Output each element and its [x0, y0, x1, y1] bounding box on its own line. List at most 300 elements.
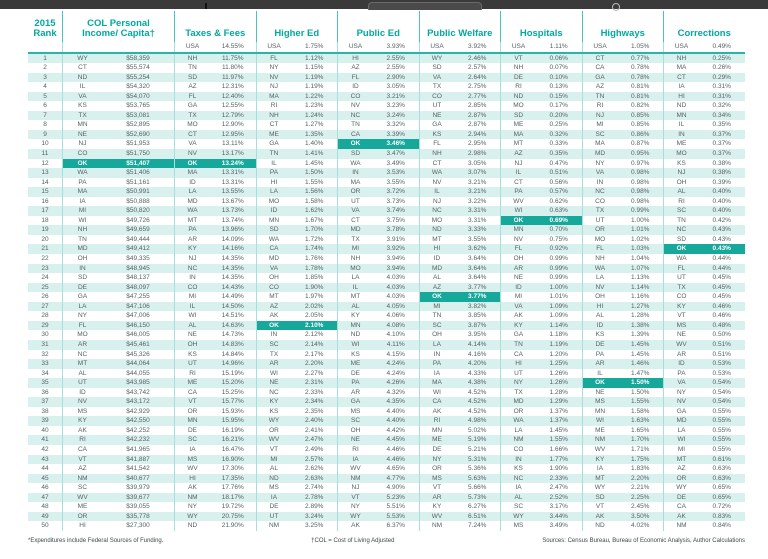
state-cell: NJ: [419, 197, 455, 207]
state-cell: IN: [62, 264, 102, 274]
state-cell: NC: [419, 206, 455, 216]
value-cell: 1.55%: [549, 436, 568, 444]
value-cell: 4.24%: [386, 360, 405, 368]
table-row: [28, 302, 745, 312]
table-row: [28, 264, 745, 274]
value-cell: 2.89%: [305, 503, 324, 511]
value-cell: 2.63%: [305, 474, 324, 482]
rank-cell: 3: [43, 73, 47, 81]
value-cell: 1.58%: [631, 407, 650, 415]
state-cell: AR: [419, 493, 455, 503]
value-cell: 0.61%: [712, 455, 731, 463]
state-cell: WY: [419, 54, 455, 64]
state-cell: ND: [663, 101, 699, 111]
state-cell: MA: [500, 130, 536, 140]
value-cell: 1.90%: [305, 283, 324, 291]
value-cell: 0.83%: [712, 512, 731, 520]
state-cell: TN: [663, 216, 699, 226]
state-cell: UT: [500, 369, 536, 379]
value-cell: 1.05%: [631, 43, 650, 50]
state-cell: MA: [337, 178, 373, 188]
value-cell: 0.85%: [631, 121, 650, 129]
state-cell: WI: [419, 388, 455, 398]
state-cell: IL: [174, 302, 210, 312]
column-header-higher-ed: Higher Ed: [256, 11, 338, 42]
state-cell: OR: [174, 407, 210, 417]
value-cell: $43,742: [126, 388, 150, 396]
state-cell: CA: [582, 63, 618, 73]
value-cell: 1.04%: [631, 255, 650, 263]
value-cell: 0.26%: [712, 64, 731, 72]
rank-cell: 31: [41, 340, 49, 348]
state-cell: WY: [256, 416, 292, 426]
state-cell: NH: [582, 254, 618, 264]
table-row: [28, 407, 745, 417]
value-cell: 3.50%: [631, 512, 650, 520]
state-cell: PA: [256, 168, 292, 178]
value-cell: 1.70%: [305, 226, 324, 234]
state-cell: CO: [500, 445, 536, 455]
state-cell: CT: [500, 178, 536, 188]
state-cell: MO: [663, 149, 699, 159]
state-cell: LA: [337, 273, 373, 283]
state-cell: MN: [174, 416, 210, 426]
state-cell: OH: [500, 254, 536, 264]
value-cell: 2.57%: [468, 64, 487, 72]
value-cell: 3.31%: [468, 207, 487, 215]
state-cell: NJ: [500, 159, 536, 169]
value-cell: [102, 42, 174, 52]
table-row: [28, 273, 745, 283]
value-cell: 5.51%: [386, 503, 405, 511]
state-cell: WI: [174, 311, 210, 321]
value-cell: 19.72%: [221, 503, 244, 511]
state-cell: MS: [256, 483, 292, 493]
state-cell: DE: [62, 283, 102, 293]
value-cell: 0.37%: [712, 140, 731, 148]
state-cell: IL: [419, 187, 455, 197]
value-cell: 1.40%: [305, 140, 324, 148]
state-cell: RI: [419, 416, 455, 426]
value-cell: 1.18%: [549, 331, 568, 339]
state-cell: AR: [582, 359, 618, 369]
value-cell: $49,444: [126, 235, 150, 243]
state-cell: SC: [256, 340, 292, 350]
value-cell: 1.63%: [631, 417, 650, 425]
state-cell: GA: [174, 101, 210, 111]
state-cell: NV: [62, 397, 102, 407]
value-cell: 0.63%: [712, 474, 731, 482]
value-cell: 3.25%: [305, 522, 324, 530]
value-cell: 0.13%: [549, 83, 568, 91]
state-cell: RI: [582, 101, 618, 111]
table-row: [28, 445, 745, 455]
value-cell: 0.55%: [712, 445, 731, 453]
rank-cell: 38: [41, 407, 49, 415]
state-cell: MN: [419, 426, 455, 436]
value-cell: 3.73%: [386, 197, 405, 205]
value-cell: 5.21%: [468, 445, 487, 453]
value-cell: 4.52%: [468, 407, 487, 415]
state-cell: MT: [663, 455, 699, 465]
state-cell: AL: [256, 464, 292, 474]
state-cell: TX: [62, 111, 102, 121]
table-row: [28, 483, 745, 493]
state-cell: OR: [663, 474, 699, 484]
rank-cell: 4: [43, 83, 47, 91]
state-cell: CA: [419, 397, 455, 407]
state-cell: MS: [174, 455, 210, 465]
value-cell: 2.55%: [386, 64, 405, 72]
value-cell: 15.25%: [221, 388, 244, 396]
table-row: [28, 359, 745, 369]
value-cell: 0.98%: [631, 169, 650, 177]
value-cell: 2.10%: [292, 321, 338, 331]
value-cell: 14.51%: [221, 312, 244, 320]
rank-cell: 24: [41, 274, 49, 282]
state-cell: AL: [582, 311, 618, 321]
value-cell: 1.09%: [549, 302, 568, 310]
value-cell: 0.55%: [712, 436, 731, 444]
value-cell: 2.20%: [631, 474, 650, 482]
value-cell: 1.97%: [305, 293, 324, 301]
rank-cell: 29: [41, 321, 49, 329]
value-cell: $42,252: [126, 426, 150, 434]
value-cell: 0.87%: [631, 140, 650, 148]
value-cell: 1.35%: [305, 130, 324, 138]
state-cell: TX: [419, 82, 455, 92]
state-cell: TX: [663, 283, 699, 293]
value-cell: $51,953: [126, 140, 150, 148]
value-cell: 12.55%: [221, 102, 244, 110]
state-cell: AZ: [174, 82, 210, 92]
rank-cell: 21: [41, 245, 49, 253]
value-cell: 1.12%: [305, 54, 324, 62]
state-cell: WV: [62, 493, 102, 503]
value-cell: 4.90%: [386, 484, 405, 492]
rank-cell: 36: [41, 388, 49, 396]
value-cell: 3.82%: [468, 302, 487, 310]
state-cell: USA: [663, 42, 699, 52]
rank-cell: 18: [41, 216, 49, 224]
value-cell: 2.94%: [468, 130, 487, 138]
value-cell: 0.84%: [712, 522, 731, 530]
state-cell: CT: [582, 54, 618, 64]
value-cell: 3.24%: [305, 512, 324, 520]
rank-cell: [28, 42, 62, 52]
state-cell: WA: [62, 168, 102, 178]
state-cell: CT: [337, 216, 373, 226]
state-cell: CO: [337, 92, 373, 102]
value-cell: 3.94%: [386, 255, 405, 263]
value-cell: 0.54%: [712, 388, 731, 396]
state-cell: USA: [582, 42, 618, 52]
value-cell: 2.47%: [305, 436, 324, 444]
value-cell: 2.17%: [305, 350, 324, 358]
state-cell: WV: [663, 340, 699, 350]
state-cell: MN: [663, 111, 699, 121]
state-cell: OH: [419, 330, 455, 340]
value-cell: 4.52%: [468, 398, 487, 406]
value-cell: 3.64%: [468, 255, 487, 263]
state-cell: FL: [419, 139, 455, 149]
value-cell: $51,406: [126, 169, 150, 177]
state-cell: NV: [337, 101, 373, 111]
value-cell: $53,765: [126, 102, 150, 110]
value-cell: 0.44%: [712, 255, 731, 263]
state-cell: NY: [256, 63, 292, 73]
value-cell: 1.11%: [549, 43, 568, 50]
state-cell: MD: [582, 149, 618, 159]
value-cell: 1.01%: [549, 293, 568, 301]
state-cell: NY: [337, 502, 373, 512]
state-cell: NJ: [337, 483, 373, 493]
state-cell: OR: [582, 225, 618, 235]
value-cell: 0.32%: [549, 130, 568, 138]
state-cell: WV: [174, 464, 210, 474]
state-cell: NY: [62, 311, 102, 321]
value-cell: $43,172: [126, 398, 150, 406]
state-cell: KY: [663, 302, 699, 312]
rank-cell: 33: [41, 360, 49, 368]
state-cell: MS: [582, 397, 618, 407]
value-cell: 1.76%: [305, 255, 324, 263]
table-row: [28, 73, 745, 83]
value-cell: 14.96%: [221, 360, 244, 368]
rank-cell: 11: [41, 150, 49, 158]
state-cell: WI: [337, 340, 373, 350]
table-row: [28, 426, 745, 436]
state-cell: WA: [174, 206, 210, 216]
state-cell: MT: [337, 292, 373, 302]
state-cell: SC: [582, 130, 618, 140]
state-cell: AZ: [256, 302, 292, 312]
value-cell: $49,659: [126, 226, 150, 234]
state-cell: MI: [419, 302, 455, 312]
value-cell: 1.71%: [631, 445, 650, 453]
state-cell: FL: [174, 92, 210, 102]
state-cell: CT: [256, 120, 292, 130]
state-cell: IL: [663, 120, 699, 130]
state-cell: WV: [337, 464, 373, 474]
value-cell: 2.98%: [468, 150, 487, 158]
state-cell: ID: [337, 82, 373, 92]
state-cell: IL: [256, 159, 292, 169]
state-cell: AK: [62, 426, 102, 436]
value-cell: 2.45%: [631, 503, 650, 511]
value-cell: 4.14%: [468, 340, 487, 348]
table-row: [28, 435, 745, 445]
state-cell: IA: [62, 197, 102, 207]
state-cell: TN: [337, 120, 373, 130]
state-cell: NC: [62, 350, 102, 360]
state-cell: CA: [663, 502, 699, 512]
state-cell: VA: [174, 139, 210, 149]
table-row: [28, 54, 745, 64]
state-cell: FL: [256, 54, 292, 64]
value-cell: 0.25%: [549, 121, 568, 129]
value-cell: $55,254: [126, 73, 150, 81]
value-cell: 0.39%: [712, 178, 731, 186]
state-cell: SD: [174, 73, 210, 83]
value-cell: 1.83%: [631, 465, 650, 473]
state-cell: WA: [337, 159, 373, 169]
state-cell: VT: [419, 483, 455, 493]
rank-cell: 10: [41, 140, 49, 148]
state-cell: AL: [500, 493, 536, 503]
value-cell: 7.24%: [468, 522, 487, 530]
value-cell: 0.85%: [631, 111, 650, 119]
state-cell: KS: [663, 159, 699, 169]
state-cell: IN: [174, 273, 210, 283]
state-cell: GA: [582, 73, 618, 83]
rank-cell: 34: [41, 369, 49, 377]
value-cell: 2.87%: [468, 121, 487, 129]
value-cell: 0.63%: [712, 465, 731, 473]
table-row: [28, 101, 745, 111]
state-cell: IN: [582, 178, 618, 188]
state-cell: TN: [500, 340, 536, 350]
value-cell: 2.78%: [305, 493, 324, 501]
state-cell: AR: [337, 388, 373, 398]
state-cell: RI: [663, 197, 699, 207]
rank-cell: 2: [43, 64, 47, 72]
table-row: [28, 225, 745, 235]
value-cell: 0.65%: [712, 493, 731, 501]
state-cell: UT: [174, 359, 210, 369]
state-cell: UT: [256, 512, 292, 522]
rank-cell: 1: [43, 54, 47, 62]
state-cell: NY: [663, 388, 699, 398]
state-cell: NH: [419, 149, 455, 159]
state-cell: FL: [663, 264, 699, 274]
value-cell: 0.99%: [631, 207, 650, 215]
value-cell: 1.00%: [631, 216, 650, 224]
value-cell: 3.21%: [468, 188, 487, 196]
rank-cell: 7: [43, 111, 47, 119]
value-cell: 0.45%: [712, 283, 731, 291]
column-header-taxes-fees: Taxes & Fees: [174, 11, 256, 42]
value-cell: 2.31%: [305, 379, 324, 387]
value-cell: $47,006: [126, 312, 150, 320]
value-cell: 0.44%: [712, 264, 731, 272]
rank-cell: 16: [41, 197, 49, 205]
value-cell: 2.35%: [305, 407, 324, 415]
state-cell: NM: [337, 474, 373, 484]
value-cell: 3.77%: [455, 292, 501, 302]
value-cell: 4.38%: [468, 379, 487, 387]
state-cell: VT: [582, 502, 618, 512]
state-cell: DE: [174, 426, 210, 436]
value-cell: 2.74%: [305, 484, 324, 492]
value-cell: 1.39%: [631, 331, 650, 339]
value-cell: 3.21%: [468, 178, 487, 186]
value-cell: 12.31%: [221, 83, 244, 91]
value-cell: 13.55%: [221, 188, 244, 196]
value-cell: 15.95%: [221, 417, 244, 425]
state-cell: KY: [337, 311, 373, 321]
value-cell: $50,888: [126, 197, 150, 205]
value-cell: 1.28%: [631, 312, 650, 320]
state-cell: OK: [419, 292, 455, 302]
value-cell: $48,945: [126, 264, 150, 272]
state-cell: DE: [337, 369, 373, 379]
value-cell: 1.66%: [549, 445, 568, 453]
value-cell: $51,750: [126, 150, 150, 158]
state-cell: KY: [174, 244, 210, 254]
state-cell: TX: [582, 206, 618, 216]
state-cell: NE: [337, 435, 373, 445]
value-cell: 4.10%: [386, 331, 405, 339]
state-cell: TX: [500, 388, 536, 398]
state-cell: IL: [582, 369, 618, 379]
state-cell: NH: [337, 254, 373, 264]
rank-cell: 22: [41, 255, 49, 263]
state-cell: SC: [62, 483, 102, 493]
state-cell: CO: [663, 292, 699, 302]
value-cell: 1.50%: [631, 388, 650, 396]
state-cell: USA: [174, 42, 210, 52]
state-cell: MN: [582, 407, 618, 417]
state-cell: ND: [582, 521, 618, 531]
value-cell: $42,929: [126, 407, 150, 415]
state-cell: PA: [663, 369, 699, 379]
rank-cell: 46: [41, 484, 49, 492]
state-cell: ND: [419, 225, 455, 235]
state-cell: LA: [582, 273, 618, 283]
state-cell: WI: [256, 369, 292, 379]
value-cell: 1.27%: [631, 302, 650, 310]
value-cell: 0.98%: [631, 188, 650, 196]
value-cell: 14.09%: [221, 235, 244, 243]
state-cell: KY: [500, 321, 536, 331]
state-cell: TN: [62, 235, 102, 245]
value-cell: 5.23%: [386, 493, 405, 501]
value-cell: $47,255: [126, 293, 150, 301]
value-cell: 0.81%: [631, 92, 650, 100]
value-cell: 0.43%: [699, 244, 745, 254]
state-cell: KS: [174, 350, 210, 360]
value-cell: 0.43%: [712, 226, 731, 234]
value-cell: 14.16%: [221, 245, 244, 253]
state-cell: WV: [500, 197, 536, 207]
state-cell: AK: [500, 311, 536, 321]
value-cell: 1.65%: [631, 426, 650, 434]
state-cell: UT: [419, 101, 455, 111]
table-row: [28, 340, 745, 350]
state-cell: LA: [62, 302, 102, 312]
state-cell: NJ: [174, 254, 210, 264]
state-cell: IA: [582, 464, 618, 474]
state-cell: IN: [256, 330, 292, 340]
value-cell: 0.53%: [712, 360, 731, 368]
table-row: [28, 92, 745, 102]
value-cell: 0.15%: [549, 92, 568, 100]
value-cell: $49,726: [126, 216, 150, 224]
table-row: [28, 244, 745, 254]
value-cell: $48,097: [126, 283, 150, 291]
state-cell: ME: [500, 120, 536, 130]
value-cell: $39,677: [126, 493, 150, 501]
state-cell: AK: [663, 512, 699, 522]
state-cell: SD: [419, 63, 455, 73]
value-cell: 1.19%: [549, 340, 568, 348]
value-cell: $27,300: [126, 522, 150, 530]
value-cell: 4.77%: [386, 474, 405, 482]
state-cell: MA: [62, 187, 102, 197]
value-cell: 3.05%: [386, 83, 405, 91]
value-cell: 1.27%: [305, 121, 324, 129]
